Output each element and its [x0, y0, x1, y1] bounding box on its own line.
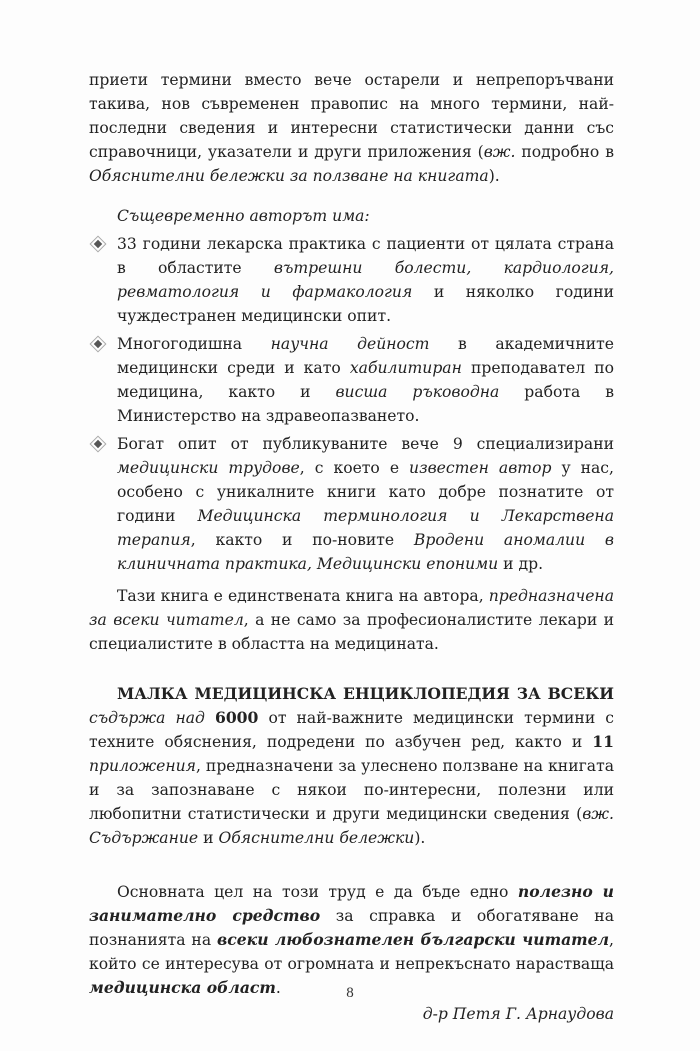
author-list [89, 232, 614, 576]
text-run: полезно и занимателно средство [89, 882, 614, 925]
text-run: Богат опит от публикуваните вече 9 специализирани [117, 435, 614, 453]
text-run: за справка и обогатяване на познанията на [89, 907, 614, 949]
text-run: Обяснителни бележки за ползване на книгата [89, 167, 489, 185]
author-signature: д-р Петя Г. Арнаудова [422, 1005, 614, 1023]
diamond-bullet-icon [94, 440, 102, 448]
list-item [89, 332, 614, 428]
list-item [89, 232, 614, 328]
text-run: научна дейност [270, 335, 430, 353]
term-count: 6000 [214, 708, 259, 727]
text-run: от най-важните медицински термини с техните обяснения, подредени по азбучен ред, както и [89, 709, 614, 751]
text-run: ). [414, 829, 426, 847]
encyclopedia-paragraph [89, 682, 614, 850]
text-run: у нас, особено с уникалните книги като добре познатите от години [117, 459, 615, 525]
diamond-bullet-icon [94, 240, 102, 248]
text-run: , а не само за професионалистите лекари и специалистите в областта на медицината. [89, 611, 614, 653]
text-run: в академичните медицински среди и като [117, 335, 614, 377]
page-content [89, 68, 614, 1026]
text-run: Обяснителни бележки [218, 829, 415, 847]
text-run: ). [488, 167, 500, 185]
text-run: висша ръководна [335, 383, 500, 401]
book-title: МАЛКА МЕДИЦИНСКА ЕНЦИКЛОПЕДИЯ ЗА ВСЕКИ [117, 684, 614, 703]
author-heading [89, 204, 614, 228]
text-run: вж. Съдържание [89, 805, 614, 847]
text-run: Многогодишна [117, 335, 271, 353]
intro-paragraph [89, 68, 614, 188]
text-run: известен автор [409, 459, 552, 477]
text-run: , с което е [299, 459, 410, 477]
text-run: , който се интересува от огромната и непрекъснато нарастваща [89, 931, 614, 973]
text-run: работа в Министерство на здравеопазването. [117, 383, 614, 425]
text-run: хабилитиран [349, 359, 462, 377]
book-paragraph [89, 584, 614, 656]
text-run: и няколко години чуждестранен медицински опит. [117, 283, 614, 325]
text-run: Същевременно авторът има: [117, 207, 370, 225]
text-run: Основната цел на този труд е да бъде едно [117, 883, 518, 901]
text-run: съдържа над [89, 709, 205, 727]
text-run: подробно в [515, 143, 614, 161]
text-run: Тази книга е единствената книга на автора, [117, 587, 489, 605]
goal-paragraph [89, 880, 614, 1000]
text-run: медицински трудове [117, 459, 300, 477]
text-run: Вродени аномалии в клиничната практика, Медицински епоними [117, 531, 614, 573]
text-run: вж. [483, 143, 516, 161]
text-run: Медицинска терминология и Лекарствена терапия [117, 507, 615, 549]
list-item [89, 432, 614, 576]
text-run: 33 години лекарска практика с пациенти от цялата страна в областите [117, 235, 614, 277]
text-run: , предназначени за улеснено ползване на книгата и за запознаване с някои по-интересни, полезни или любопитни статистически и други медицински сведения ( [89, 757, 614, 823]
page-number: 8 [346, 985, 354, 1001]
text-run: и др. [498, 555, 544, 573]
text-run: медицинска област [89, 978, 276, 997]
text-run: преподавател по медицина, както и [117, 359, 614, 401]
text-run: и [198, 829, 219, 847]
text-run: , както и по-новите [190, 531, 414, 549]
appendix-count: 11 [592, 732, 614, 751]
text-run: предназначена за всеки читател [89, 587, 614, 629]
text-run: всеки любознателен български читател [217, 930, 610, 949]
text-run: приложения [89, 757, 196, 775]
text-run: приети термини вместо вече остарели и непрепоръчвани такива, нов съвременен правопис на много термини, най-последни сведения и интересни статистически данни със справочници, указатели и други приложения ( [89, 71, 614, 161]
text-run: . [275, 979, 281, 997]
text-run: вътрешни болести, кардиология, ревматология и фармакология [117, 259, 615, 301]
diamond-bullet-icon [94, 340, 102, 348]
